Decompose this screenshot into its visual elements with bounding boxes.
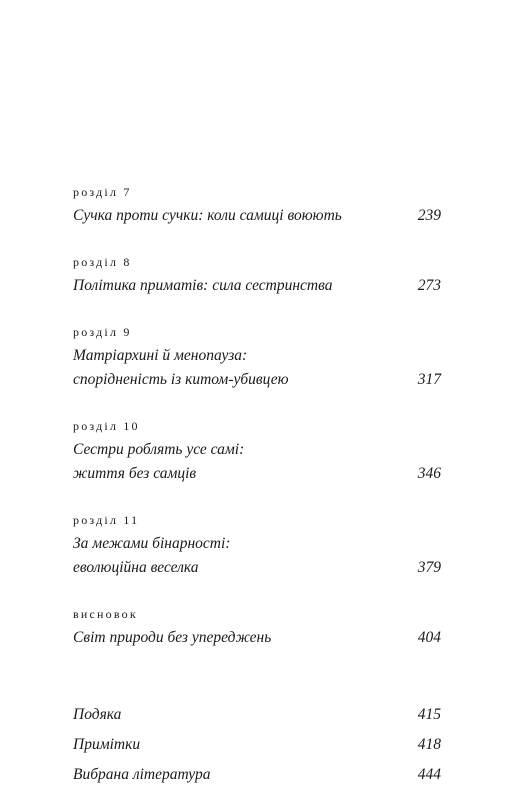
chapter-title-line [73, 626, 441, 650]
page-number: 404 [417, 629, 441, 646]
page-number: 379 [417, 559, 441, 576]
page-number: 418 [417, 736, 441, 753]
chapter-title-line [73, 556, 441, 580]
chapter-label: розділ 9 [73, 325, 132, 339]
toc-entry-chapter-10[interactable] [73, 418, 441, 486]
page-number: 415 [417, 706, 441, 723]
toc-entry-bibliography[interactable] [73, 760, 441, 790]
toc-entry-chapter-8[interactable] [73, 254, 441, 298]
chapter-title: Сестри роблять усе самі: [73, 441, 245, 458]
page-number: 444 [417, 766, 441, 783]
chapter-title: За межами бінарності: [73, 535, 231, 552]
back-matter-title: Подяка [73, 706, 122, 723]
toc-entry-conclusion[interactable] [73, 606, 441, 650]
chapter-title-line [73, 438, 441, 462]
chapter-title: Політика приматів: сила сестринства [73, 277, 333, 294]
toc-entry-chapter-11[interactable] [73, 512, 441, 580]
toc-entry-notes[interactable] [73, 730, 441, 760]
chapter-title: Світ природи без упереджень [73, 629, 272, 646]
page-number: 273 [417, 277, 441, 294]
back-matter-title: Примітки [73, 736, 141, 753]
table-of-contents [73, 184, 441, 790]
chapter-label: висновок [73, 607, 138, 621]
chapter-label: розділ 8 [73, 255, 132, 269]
page-number: 239 [417, 207, 441, 224]
chapter-title-continued: спорідненість із китом-убивцею [73, 371, 289, 388]
chapter-title-line [73, 274, 441, 298]
back-matter [73, 700, 441, 790]
chapter-title: Матріархині й менопауза: [73, 347, 248, 364]
back-matter-title: Вибрана література [73, 766, 211, 783]
chapter-label: розділ 11 [73, 513, 140, 527]
toc-entry-acknowledgements[interactable] [73, 700, 441, 730]
toc-entry-chapter-9[interactable] [73, 324, 441, 392]
chapter-title: Сучка проти сучки: коли самиці воюють [73, 207, 342, 224]
chapter-title-line [73, 344, 441, 368]
page-number: 317 [417, 371, 441, 388]
chapter-title-line [73, 462, 441, 486]
chapter-title-line [73, 532, 441, 556]
toc-entry-chapter-7[interactable] [73, 184, 441, 228]
chapter-label: розділ 10 [73, 419, 140, 433]
chapter-title-line [73, 204, 441, 228]
chapter-label: розділ 7 [73, 185, 132, 199]
chapter-title-continued: еволюційна веселка [73, 559, 199, 576]
chapter-title-continued: життя без самців [73, 465, 197, 482]
chapter-title-line [73, 368, 441, 392]
page-number: 346 [417, 465, 441, 482]
